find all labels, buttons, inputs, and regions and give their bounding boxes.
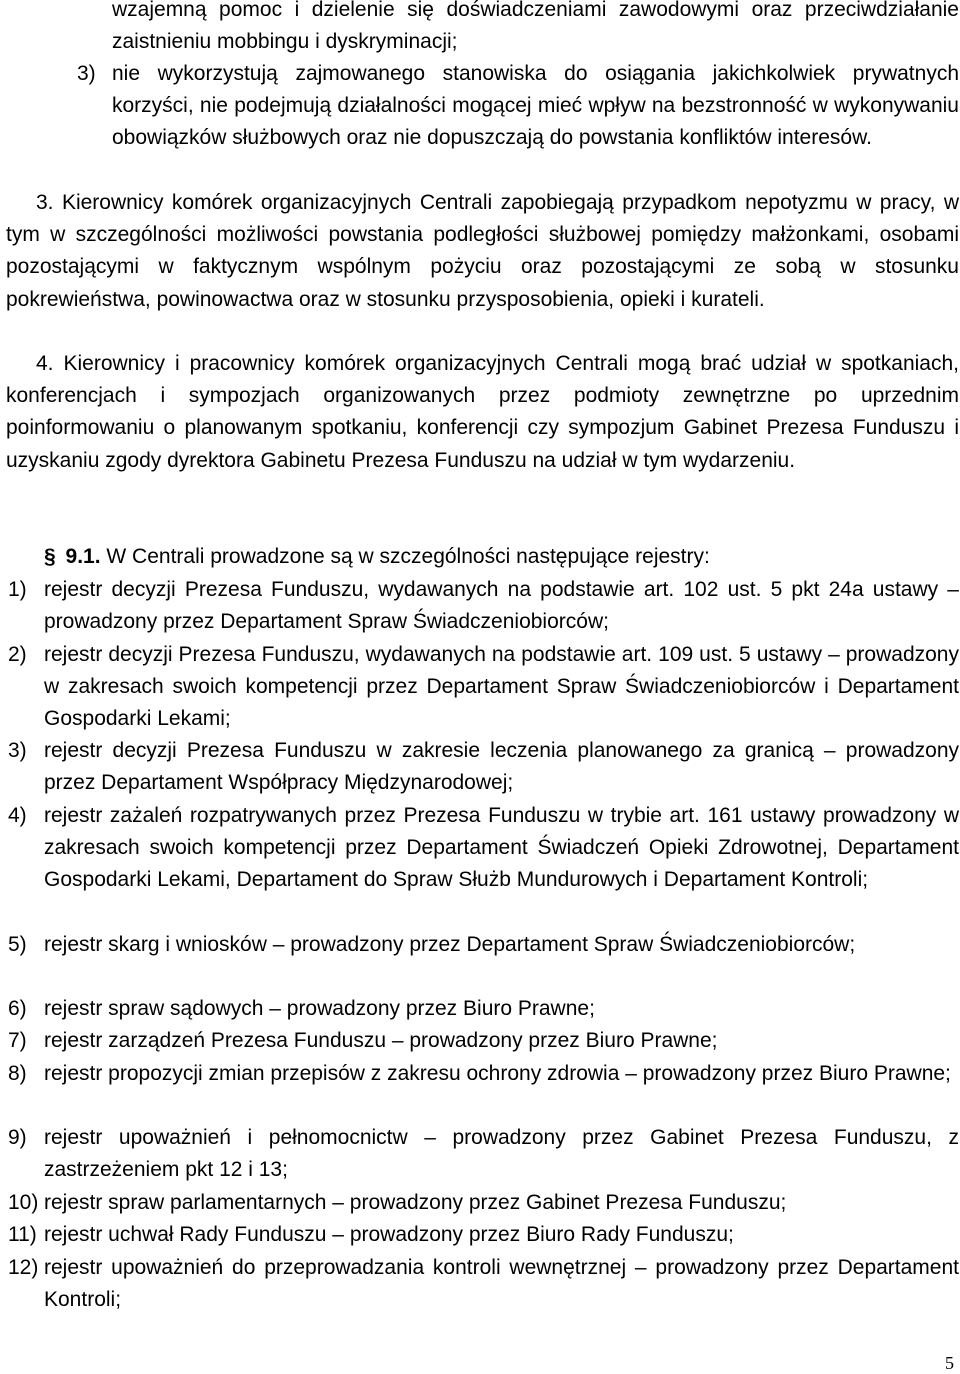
register-item: [8, 1058, 959, 1090]
register-item: [8, 993, 959, 1025]
register-item-number: 10): [8, 1191, 39, 1214]
paragraph-number: 3.: [36, 191, 54, 214]
register-item-text: rejestr propozycji zmian przepisów z zakresu ochrony zdrowia – prowadzony przez Biuro Prawne;: [44, 1062, 951, 1085]
section-heading-text: W Centrali prowadzone są w szczególności następujące rejestry:: [106, 545, 710, 568]
register-item-text: rejestr upoważnień i pełnomocnictw – prowadzony przez Gabinet Prezesa Funduszu, z zastrzeżeniem pkt 12 i 13;: [44, 1126, 959, 1182]
register-item: [8, 929, 959, 961]
register-item: [8, 574, 959, 638]
paragraph-3: [6, 187, 959, 316]
register-item: [8, 800, 959, 897]
register-item-number: 4): [8, 804, 27, 827]
paragraph-text: Kierownicy i pracownicy komórek organizacyjnych Centrali mogą brać udział w spotkaniach, konferencjach i sympozjach organizowanych przez podmioty zewnętrzne po uprzednim poinformowaniu o planowanym spotkaniu, konferencji czy sympozjum Gabinet Prezesa Funduszu i uzyskaniu zgody dyrektora Gabinetu Prezesa Funduszu na udział w tym wydarzeniu.: [6, 352, 959, 472]
list-item-continuation: wzajemną pomoc i dzielenie się doświadczeniami zawodowymi oraz przeciwdziałanie zaistnieniu mobbingu i dyskryminacji;: [112, 0, 959, 54]
register-item-text: rejestr decyzji Prezesa Funduszu w zakresie leczenia planowanego za granicą – prowadzony przez Departament Współpracy Międzynarodowej;: [44, 739, 959, 795]
register-item-number: 8): [8, 1062, 27, 1085]
register-item-number: 3): [8, 739, 27, 762]
register-item-text: rejestr decyzji Prezesa Funduszu, wydawanych na podstawie art. 109 ust. 5 ustawy – prowadzony w zakresach swoich kompetencji przez Departament Spraw Świadczeniobiorców i Departament Gospodarki Lekami;: [44, 643, 959, 731]
section-mark: §: [44, 545, 56, 568]
register-item-text: rejestr zażaleń rozpatrywanych przez Prezesa Funduszu w trybie art. 161 ustawy prowadzony w zakresach swoich kompetencji przez Departament Świadczeń Opieki Zdrowotnej, Departament Gospodarki Lekami, Departament do Spraw Służb Mundurowych i Departament Kontroli;: [44, 804, 959, 892]
section-heading: [44, 541, 944, 573]
register-item-text: rejestr spraw sądowych – prowadzony przez Biuro Prawne;: [44, 997, 595, 1020]
list-item-text: nie wykorzystują zajmowanego stanowiska do osiągania jakichkolwiek prywatnych korzyści, nie podejmują działalności mogącej mieć wpływ na bezstronność w wykonywaniu obowiązków służbowych oraz nie dopuszczają do powstania konfliktów interesów.: [112, 62, 959, 150]
register-item: [8, 735, 959, 799]
register-item-text: rejestr decyzji Prezesa Funduszu, wydawanych na podstawie art. 102 ust. 5 pkt 24a ustawy – prowadzony przez Departament Spraw Świadczeniobiorców;: [44, 578, 959, 634]
register-item-number: 11): [8, 1223, 37, 1246]
register-item: [8, 1187, 959, 1219]
register-item-text: rejestr skarg i wniosków – prowadzony przez Departament Spraw Świadczeniobiorców;: [44, 933, 856, 956]
paragraph-number: 4.: [36, 352, 54, 375]
register-item-number: 9): [8, 1126, 27, 1149]
section-number: 9.1.: [65, 545, 101, 568]
register-item-text: rejestr uchwał Rady Funduszu – prowadzony przez Biuro Rady Funduszu;: [44, 1223, 734, 1246]
register-item-text: rejestr spraw parlamentarnych – prowadzony przez Gabinet Prezesa Funduszu;: [44, 1191, 787, 1214]
register-item-number: 2): [8, 643, 27, 666]
list-item-number: 3): [77, 62, 96, 85]
register-item-number: 5): [8, 933, 27, 956]
register-item-number: 1): [8, 578, 27, 601]
register-item-text: rejestr zarządzeń Prezesa Funduszu – prowadzony przez Biuro Prawne;: [44, 1029, 718, 1052]
register-item: [8, 1219, 959, 1251]
register-item-number: 12): [8, 1256, 39, 1279]
list-item: [77, 58, 959, 155]
register-item: [8, 1025, 959, 1057]
paragraph-text: Kierownicy komórek organizacyjnych Centrali zapobiegają przypadkom nepotyzmu w pracy, w tym w szczególności możliwości powstania podległości służbowej pomiędzy małżonkami, osobami pozostającymi w faktycznym wspólnym pożyciu oraz pozostającymi ze sobą w stosunku pokrewieństwa, powinowactwa oraz w stosunku przysposobienia, opieki i kurateli.: [6, 191, 959, 311]
register-item: [8, 639, 959, 736]
page-number: 5: [945, 1353, 954, 1373]
paragraph-4: [6, 348, 959, 477]
register-item-text: rejestr upoważnień do przeprowadzania kontroli wewnętrznej – prowadzony przez Departament Kontroli;: [44, 1256, 959, 1312]
register-item: [8, 1252, 959, 1316]
register-item-number: 7): [8, 1029, 27, 1052]
register-item-number: 6): [8, 997, 27, 1020]
register-item: [8, 1122, 959, 1186]
